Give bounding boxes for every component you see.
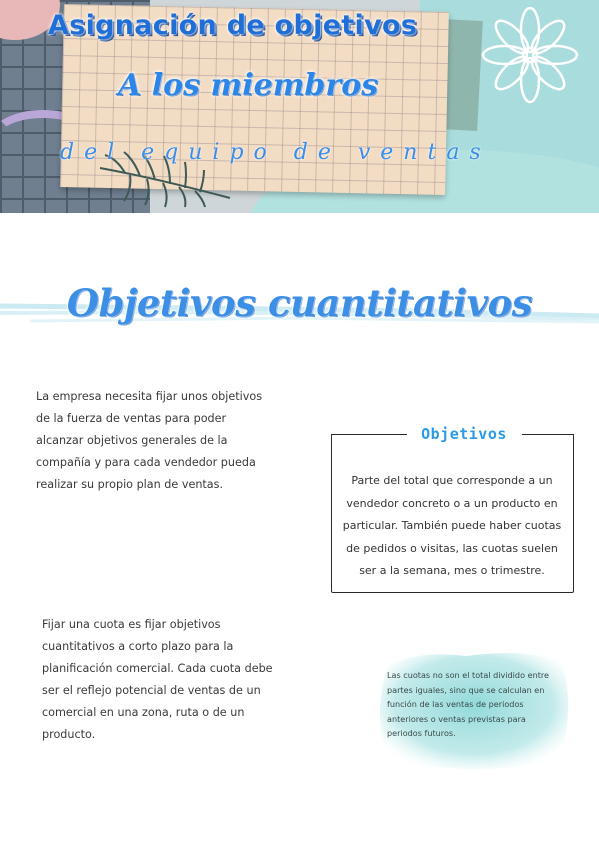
frame-top-right-edge bbox=[522, 434, 574, 435]
header-collage bbox=[0, 0, 599, 213]
flower-icon bbox=[475, 0, 585, 110]
header-subtitle-2: del equipo de ventas bbox=[60, 140, 491, 165]
note-text: Las cuotas no son el total dividido entre partes iguales, sino que se calculan en función de las ventas de periodos anteriores o ventas previstas para periodos futuros. bbox=[387, 670, 550, 739]
section-title: Objetivos cuantitativos bbox=[66, 281, 533, 325]
objetivos-title: Objetivos bbox=[421, 425, 507, 443]
objetivos-text: Parte del total que corresponde a un vendedor concreto o a un producto en particular. También puede haber cuotas de pedidos o visitas, las cuotas suelen ser a la semana, mes o trimestre. bbox=[342, 474, 562, 577]
quota-paragraph: Fijar una cuota es fijar objetivos cuantitativos a corto plazo para la planificación comercial. Cada cuota debe ser el reflejo potencial de ventas de un comercial en una zona, ruta o de un producto. bbox=[42, 618, 273, 741]
header-subtitle-1: A los miembros bbox=[118, 68, 379, 103]
header-title: Asignación de objetivos bbox=[48, 10, 418, 41]
frame-top-left-edge bbox=[331, 434, 407, 435]
intro-paragraph: La empresa necesita fijar unos objetivos de la fuerza de ventas para poder alcanzar objetivos generales de la compañía y para cada vendedor pueda realizar su propio plan de ventas. bbox=[36, 390, 263, 491]
